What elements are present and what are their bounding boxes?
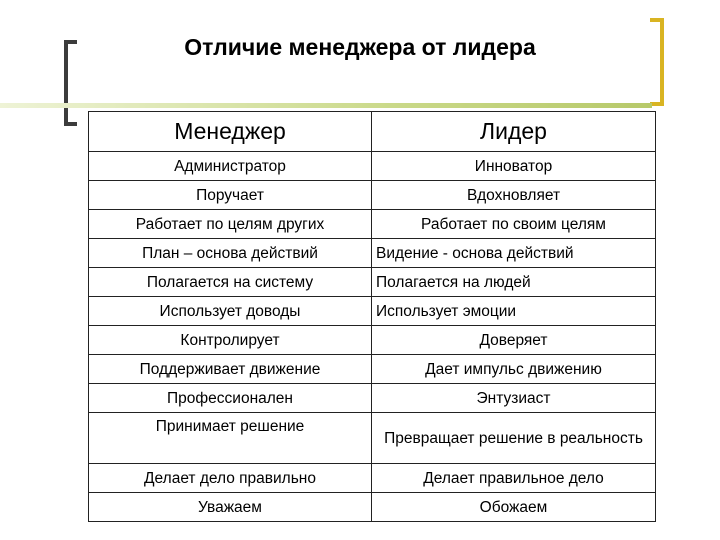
cell-leader: Делает правильное дело (372, 464, 656, 493)
cell-manager: Поручает (89, 181, 372, 210)
cell-manager: Делает дело правильно (89, 464, 372, 493)
cell-leader: Инноватор (372, 152, 656, 181)
cell-manager: Работает по целям других (89, 210, 372, 239)
comparison-table (88, 111, 656, 522)
cell-manager: Администратор (89, 152, 372, 181)
cell-leader: Полагается на людей (372, 268, 656, 297)
table-row (89, 384, 656, 413)
header-leader: Лидер (372, 112, 656, 152)
cell-manager: Полагается на систему (89, 268, 372, 297)
cell-manager: Контролирует (89, 326, 372, 355)
cell-leader: Использует эмоции (372, 297, 656, 326)
table-row (89, 181, 656, 210)
table-row (89, 297, 656, 326)
cell-leader: Работает по своим целям (372, 210, 656, 239)
table-row (89, 268, 656, 297)
table-header-row (89, 112, 656, 152)
header-manager: Менеджер (89, 112, 372, 152)
cell-manager: Использует доводы (89, 297, 372, 326)
table-row (89, 464, 656, 493)
table-row (89, 152, 656, 181)
cell-manager: Уважаем (89, 493, 372, 522)
cell-leader: Обожаем (372, 493, 656, 522)
cell-manager: Профессионален (89, 384, 372, 413)
cell-leader: Видение - основа действий (372, 239, 656, 268)
cell-manager: Поддерживает движение (89, 355, 372, 384)
table-row (89, 210, 656, 239)
table-row (89, 326, 656, 355)
cell-leader: Превращает решение в реальность (372, 413, 656, 464)
slide-title: Отличие менеджера от лидера (184, 34, 536, 60)
cell-leader: Доверяет (372, 326, 656, 355)
cell-leader: Энтузиаст (372, 384, 656, 413)
cell-manager: Принимает решение (89, 413, 372, 464)
table-row (89, 355, 656, 384)
cell-leader: Дает импульс движению (372, 355, 656, 384)
table-row (89, 239, 656, 268)
table-row (89, 413, 656, 464)
cell-manager: План – основа действий (89, 239, 372, 268)
right-bracket-decoration (650, 18, 664, 106)
table-row (89, 493, 656, 522)
cell-leader: Вдохновляет (372, 181, 656, 210)
title-underline (0, 103, 652, 108)
